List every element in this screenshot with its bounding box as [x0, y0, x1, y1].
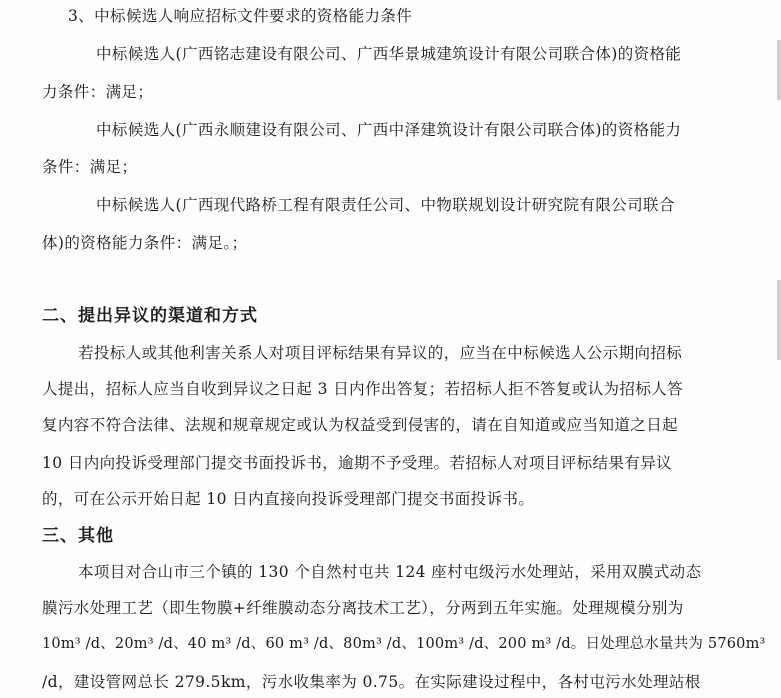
- other-line-3: 10m³ /d、20m³ /d、40 m³ /d、60 m³ /d、80m³ /d、100m³ /d、200 m³ /d。日处理总水量共为 5760m³: [42, 636, 766, 652]
- other-line-1: 本项目对合山市三个镇的 130 个自然村屯共 124 座村屯级污水处理站，采用双膜式动态: [78, 563, 702, 581]
- candidate-1-line-1: 中标候选人(广西铭志建设有限公司、广西华景城建筑设计有限公司联合体)的资格能: [96, 45, 682, 63]
- candidate-3-line-2: 体)的资格能力条件：满足。；: [42, 234, 248, 252]
- objection-line-5: 的，可在公示开始日起 10 日内直接向投诉受理部门提交书面投诉书。: [42, 490, 535, 508]
- candidate-1-line-2: 力条件：满足；: [42, 83, 154, 101]
- other-line-2: 膜污水处理工艺（即生物膜+纤维膜动态分离技术工艺），分两到五年实施。处理规模分别为: [42, 599, 684, 617]
- objection-line-2: 人提出，招标人应当自收到异议之日起 3 日内作出答复；若招标人拒不答复或认为招标人答: [42, 380, 684, 398]
- other-heading: 三、其他: [42, 526, 114, 546]
- objection-line-1: 若投标人或其他利害关系人对项目评标结果有异议的，应当在中标候选人公示期向招标: [78, 344, 683, 362]
- other-line-4: /d，建设管网总长 279.5km，污水收集率为 0.75。在实际建设过程中，各村屯污水处理站根: [42, 673, 701, 691]
- candidate-3-line-1: 中标候选人(广西现代路桥工程有限责任公司、中物联规划设计研究院有限公司联合: [96, 196, 675, 214]
- scan-edge-shadow: [777, 40, 781, 100]
- objection-heading: 二、提出异议的渠道和方式: [42, 306, 258, 326]
- candidate-2-line-2: 条件：满足；: [42, 158, 138, 176]
- section-3-item-title: 3、中标候选人响应招标文件要求的资格能力条件: [68, 7, 413, 25]
- objection-line-4: 10 日内向投诉受理部门提交书面投诉书，逾期不予受理。若招标人对项目评标结果有异议: [42, 454, 673, 472]
- scan-edge-shadow: [777, 280, 781, 360]
- candidate-2-line-1: 中标候选人(广西永顺建设有限公司、广西中泽建筑设计有限公司联合体)的资格能力: [96, 121, 682, 139]
- objection-line-3: 复内容不符合法律、法规和规章规定或认为权益受到侵害的，请在自知道或应当知道之日起: [42, 416, 679, 434]
